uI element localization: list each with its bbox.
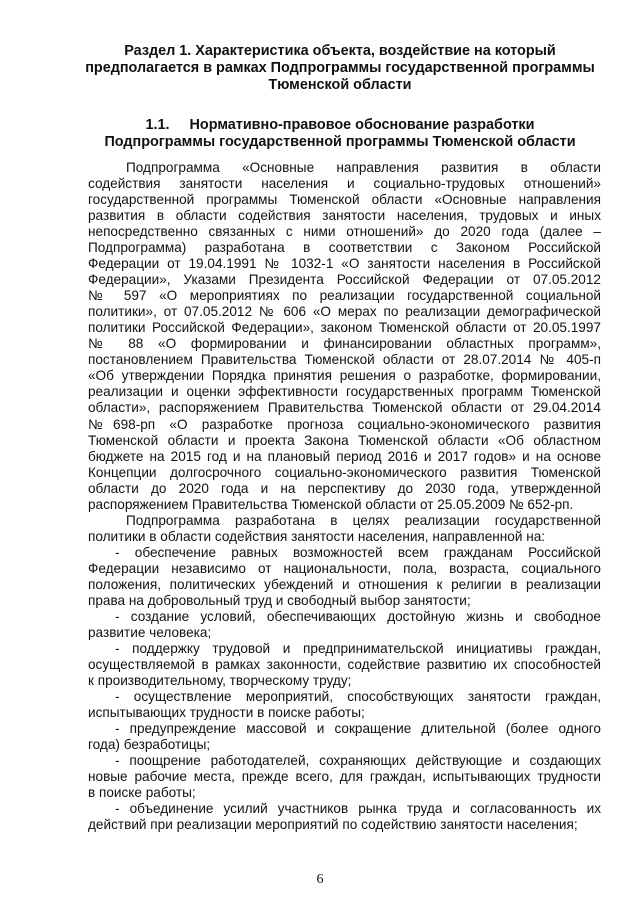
subsection-title [80, 117, 600, 151]
text-line: реализации и оценки эффективности государственных программ Тюменской [88, 384, 601, 400]
text-line: постановлением Правительства Тюменской области от 28.07.2014 № 405-п [88, 352, 601, 368]
text-line: осуществляемой в рамках законности, содействие развитию их способностей [88, 656, 601, 672]
section-title [80, 43, 600, 94]
text-line: области до 2020 года и на перспективу до 2030 года, утвержденной [88, 480, 601, 496]
text-line: к производительному, творческому труду; [88, 673, 352, 688]
list-item-line: - объединение усилий участников рынка труда и согласованность их [115, 801, 601, 817]
list-item-line: - осуществление мероприятий, способствующих занятости граждан, [115, 689, 601, 705]
text-line: непосредственно связанных с ними отношений» до 2020 года (далее – [88, 224, 601, 240]
text-line: политики», от 07.05.2012 № 606 «О мерах по реализации демографической [88, 304, 601, 320]
list-item-line: - поддержку трудовой и предпринимательской инициативы граждан, [115, 640, 601, 656]
subsection-title-line: Подпрограммы государственной программы Тюменской области [104, 134, 576, 150]
text-line: №698-рп «О разработке прогноза социально-экономического развития [88, 416, 601, 432]
text-line: политики в области содействия занятости населения, направленной на: [88, 528, 546, 544]
text-line: развитие человека; [88, 624, 212, 640]
text-line: развития в области содействия занятости населения, трудовых и иных [88, 208, 601, 224]
section-title-line: предполагается в рамках Подпрограммы государственной программы [85, 60, 595, 76]
page-number: 6 [316, 872, 324, 887]
text-line: Подпрограмма разработана в целях реализации государственной [126, 512, 601, 528]
text-line: новые рабочие места, прежде всего, для граждан, испытывающих трудности [88, 769, 601, 785]
text-line: испытывающих трудности в поиске работы; [88, 705, 365, 721]
body-text [88, 160, 601, 833]
list-item-line: - создание условий, обеспечивающих достойную жизнь и свободное [115, 608, 601, 624]
text-line: Федерации», Указами Президента Российской Федерации от 07.05.2012 [88, 272, 601, 288]
text-line: содействия занятости населения и социально-трудовых отношений» [88, 176, 601, 192]
text-line: года) безработицы; [88, 737, 211, 753]
text-line: Федерации от 19.04.1991 № 1032-1 «О занятости населения в Российской [88, 256, 601, 272]
section-title-line: Раздел 1. Характеристика объекта, воздействие на который [124, 43, 556, 59]
list-item-line: - обеспечение равных возможностей всем гражданам Российской [115, 544, 601, 560]
subsection-title-text: Нормативно-правовое обоснование разработки [189, 117, 535, 133]
text-line: положения, политических убеждений и отношения к религии в реализации [88, 576, 601, 592]
text-line: Подпрограмма) разработана в соответствии с Законом Российской [88, 240, 601, 256]
text-line: Подпрограмма «Основные направления развития в области [126, 160, 601, 175]
text-line: права на добровольный труд и свободный выбор занятости; [88, 592, 471, 608]
section-title-line: Тюменской области [268, 77, 412, 93]
text-line: распоряжением Правительства Тюменской области от 25.05.2009 № 652-рп. [88, 496, 574, 512]
list-item-line: - предупреждение массовой и сокращение длительной (более одного [115, 721, 601, 737]
text-line: бюджете на 2015 год и на плановый период 2016 и 2017 годов» и на основе [88, 448, 601, 464]
subsection-number: 1.1. [145, 117, 170, 133]
text-line: «Об утверждении Порядка принятия решения о разработке, формировании, [88, 368, 601, 384]
subsection-title-line [80, 117, 600, 134]
text-line: Федерации независимо от национальности, пола, возраста, социального [88, 560, 601, 576]
text-line: государственной программы Тюменской области «Основные направления [88, 192, 601, 208]
text-line: Концепции долгосрочного социально-экономического развития Тюменской [88, 464, 601, 480]
text-line: в поиске работы; [88, 785, 196, 801]
text-line: политики Российской Федерации», законом Тюменской области от 20.05.1997 [88, 320, 601, 336]
text-line: № 88 «О формировании и финансировании областных программ», [88, 336, 601, 352]
text-line: Тюменской области и проекта Закона Тюменской области «Об областном [88, 432, 601, 448]
list-item-line: - поощрение работодателей, сохраняющих действующие и создающих [115, 753, 601, 769]
text-line: области», распоряжением Правительства Тюменской области от 29.04.2014 [88, 400, 601, 416]
text-line: действий при реализации мероприятий по содействию занятости населения; [88, 817, 578, 833]
text-line: № 597 «О мероприятиях по реализации государственной социальной [88, 288, 601, 304]
